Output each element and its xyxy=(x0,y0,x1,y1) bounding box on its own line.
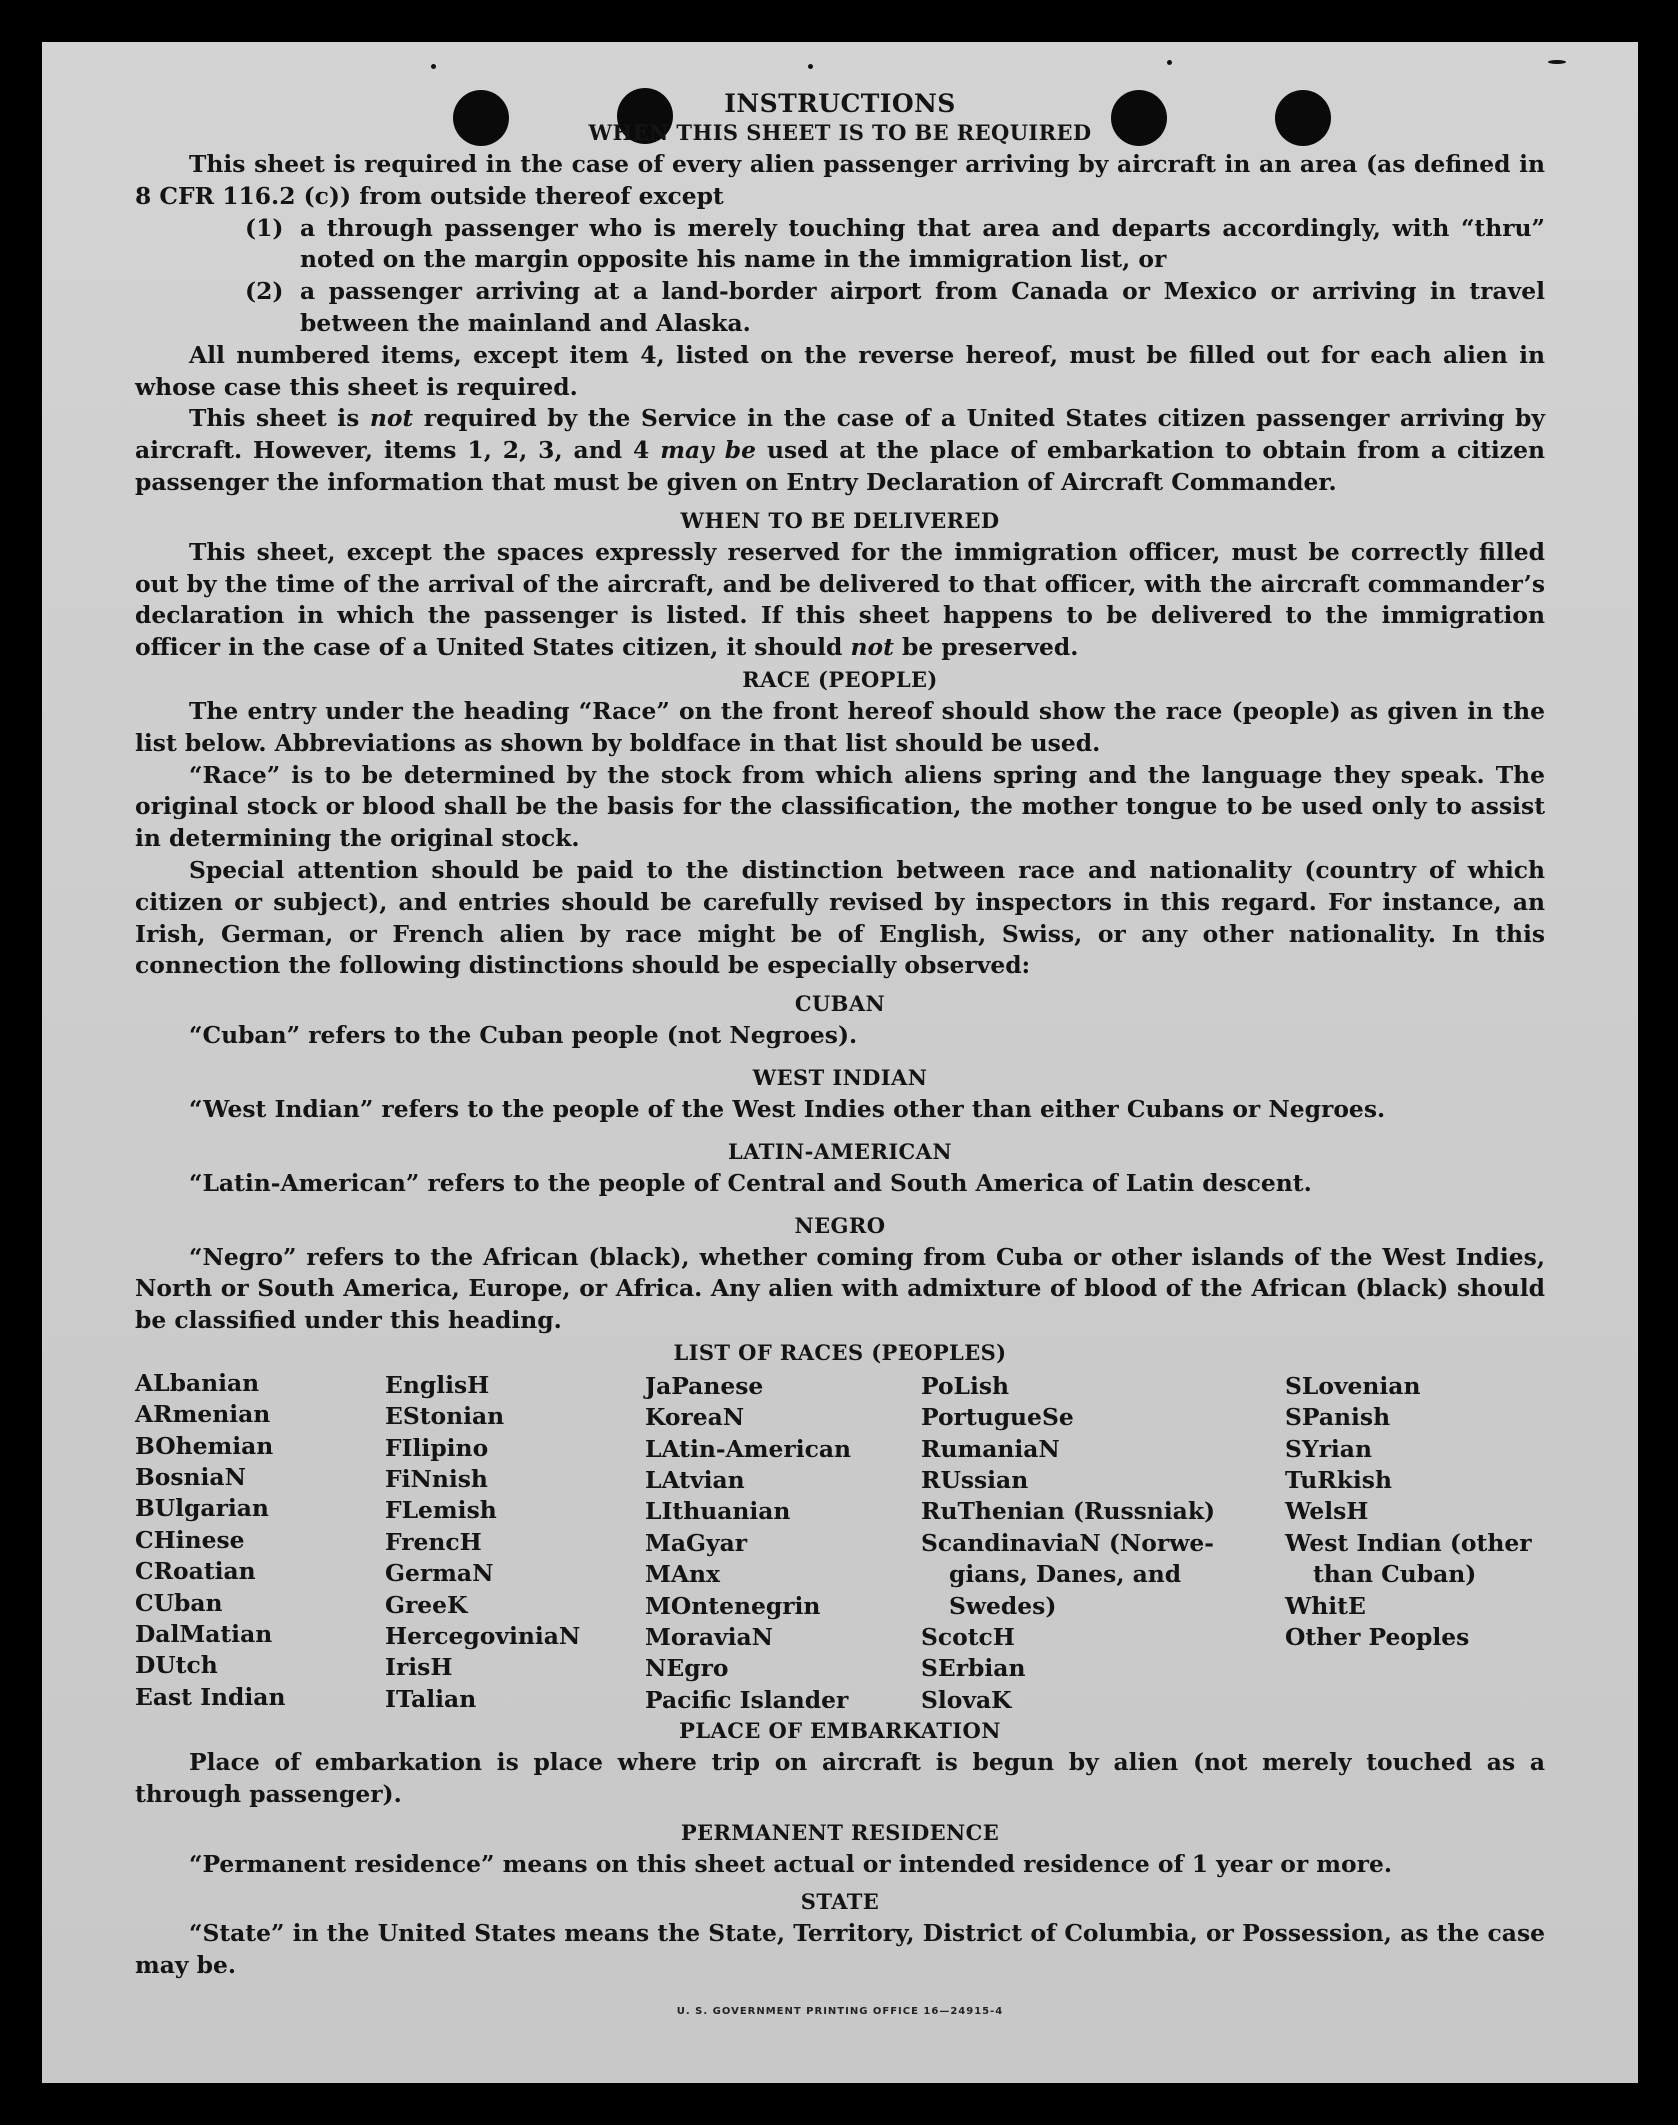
race-entry: LAtin-American xyxy=(645,1434,851,1463)
race-entry: Pacific Islander xyxy=(645,1685,849,1714)
race-entry: WhitE xyxy=(1285,1591,1366,1620)
residence-text: “Permanent residence” means on this sheet actual or intended residence of 1 year or more. xyxy=(189,1849,1392,1878)
item-text: a through passenger who is merely touching that area and departs accordingly, with “thru” noted on the margin opposite his name in the immigration list, or xyxy=(300,213,1545,274)
item-number: (1) xyxy=(245,213,284,242)
race-entry: MOntenegrin xyxy=(645,1591,821,1620)
race-entry: TuRkish xyxy=(1285,1466,1392,1495)
race-entry: MAnx xyxy=(645,1560,720,1589)
heading-west-indian: WEST INDIAN xyxy=(752,1064,928,1090)
race-entry: PortugueSe xyxy=(921,1403,1074,1432)
exception-item xyxy=(135,213,1545,277)
numbered-items-paragraph: All numbered items, except item 4, listed on the reverse hereof, must be filled out for each alien in whose case this sheet is required. xyxy=(135,340,1545,401)
citizen-text-b: required by the Service in the case of a United States citizen passenger arriving by aircraft. However, items 1, 2, 3, and 4 xyxy=(135,404,1545,465)
exception-item xyxy=(135,276,1545,340)
race-entry: LAtvian xyxy=(645,1466,745,1495)
state-text: “State” in the United States means the State, Territory, District of Columbia, or Possession, as the case may be. xyxy=(135,1919,1545,1980)
ink-speck xyxy=(808,64,813,69)
race-entry: WelsH xyxy=(1285,1497,1369,1526)
race-paragraph-3: Special attention should be paid to the distinction between race and nationality (country of which citizen or subject), and entries should be carefully revised by inspectors in this regard. For instance, an Irish, German, or French alien by race might be of English, Swiss, or any other nationality. In this connection the following distinctions should be especially observed: xyxy=(135,855,1545,980)
heading-latin-american: LATIN-AMERICAN xyxy=(728,1138,952,1164)
race-entry: CUban xyxy=(135,1588,223,1617)
race-entry: NEgro xyxy=(645,1654,729,1683)
race-entry: FLemish xyxy=(385,1496,497,1525)
race-entry: BosniaN xyxy=(135,1463,246,1492)
race-entry: ALbanian xyxy=(135,1368,260,1397)
race-entry: BUlgarian xyxy=(135,1494,269,1523)
race-column-2 xyxy=(385,1370,580,1715)
race-entry: FiNnish xyxy=(385,1465,488,1494)
item-text: a passenger arriving at a land-border airport from Canada or Mexico or arriving in travel between the mainland and Alaska. xyxy=(300,277,1545,337)
race-entry: GermaN xyxy=(385,1559,494,1588)
heading-when-delivered: WHEN TO BE DELIVERED xyxy=(680,507,1000,533)
heading-cuban: CUBAN xyxy=(794,991,886,1017)
race-entry: ITalian xyxy=(385,1684,477,1713)
race-entry: FIlipino xyxy=(385,1433,489,1462)
race-entry: ScotcH xyxy=(921,1623,1015,1652)
race-entry: SlovaK xyxy=(921,1685,1012,1714)
race-entry-continued: Swedes) xyxy=(949,1591,1057,1620)
race-column-3 xyxy=(645,1371,851,1716)
ink-speck xyxy=(1548,60,1566,64)
heading-place-of-embarkation: PLACE OF EMBARKATION xyxy=(679,1717,1001,1743)
race-entry: ARmenian xyxy=(135,1400,271,1429)
race-entry: FrencH xyxy=(385,1527,482,1556)
citizen-text-c: used at the place of embarkation to obtain from a citizen passenger the information that must be given on Entry Declaration of Aircraft Commander. xyxy=(135,436,1545,496)
required-intro: This sheet is required in the case of every alien passenger arriving by aircraft in an area (as defined in 8 CFR 116.2 (c)) from outside thereof except xyxy=(135,150,1545,210)
race-entry: HercegoviniaN xyxy=(385,1622,581,1651)
race-entry: East Indian xyxy=(135,1682,286,1711)
race-entry: EnglisH xyxy=(385,1370,490,1399)
citizen-paragraph xyxy=(135,403,1545,498)
race-entry: PoLish xyxy=(921,1371,1010,1400)
race-column-5 xyxy=(1285,1371,1532,1654)
heading-race: RACE (PEOPLE) xyxy=(742,666,938,692)
race-entry: Other Peoples xyxy=(1285,1623,1470,1652)
race-entry: LIthuanian xyxy=(645,1497,791,1526)
race-entry: CRoatian xyxy=(135,1557,256,1586)
page-title: INSTRUCTIONS xyxy=(724,89,956,118)
race-entry: CHinese xyxy=(135,1525,245,1554)
race-column-4 xyxy=(921,1371,1216,1716)
race-entry: JaPanese xyxy=(645,1371,764,1400)
negro-text: “Negro” refers to the African (black), whether coming from Cuba or other islands of the West Indies, North or South America, Europe, or Africa. Any alien with admixture of blood of the African (black) should be classified under this heading. xyxy=(135,1242,1545,1335)
latin-american-text: “Latin-American” refers to the people of Central and South America of Latin descent. xyxy=(189,1168,1312,1197)
race-entry: EStonian xyxy=(385,1402,505,1431)
race-entry: SPanish xyxy=(1285,1403,1391,1432)
race-list xyxy=(135,1368,1545,1715)
race-entry: DalMatian xyxy=(135,1620,273,1649)
heading-negro: NEGRO xyxy=(794,1212,886,1238)
document-sheet xyxy=(42,42,1638,2083)
heading-permanent-residence: PERMANENT RESIDENCE xyxy=(680,1819,1000,1845)
race-entry-continued: than Cuban) xyxy=(1313,1560,1477,1589)
race-entry: RUssian xyxy=(921,1466,1029,1495)
delivered-text-a: This sheet, except the spaces expressly reserved for the immigration officer, must be correctly filled out by the time of the arrival of the aircraft, and be delivered to that officer, with the aircraft commander’s declaration in which the passenger is listed. If this sheet happens to be delivered to the immigration officer in the case of a United States citizen, it should xyxy=(135,537,1545,662)
race-entry: RuThenian (Russniak) xyxy=(921,1497,1216,1526)
heading-state: STATE xyxy=(800,1889,880,1915)
race-entry: BOhemian xyxy=(135,1431,274,1460)
race-entry: KoreaN xyxy=(645,1403,745,1432)
race-entry-continued: gians, Danes, and xyxy=(949,1560,1182,1589)
citizen-text-a: This sheet is xyxy=(189,404,360,433)
citizen-emphasis-not: not xyxy=(369,404,414,433)
ink-speck xyxy=(431,64,436,69)
delivered-text-b: be preserved. xyxy=(902,633,1079,662)
race-entry: West Indian (other xyxy=(1285,1528,1532,1557)
race-entry: ScandinaviaN (Norwe- xyxy=(921,1528,1214,1557)
race-entry: GreeK xyxy=(385,1590,468,1619)
race-entry: SYrian xyxy=(1285,1434,1372,1463)
race-entry: IrisH xyxy=(385,1653,453,1682)
race-entry: MoraviaN xyxy=(645,1623,773,1652)
cuban-text: “Cuban” refers to the Cuban people (not Negroes). xyxy=(189,1021,858,1050)
west-indian-text: “West Indian” refers to the people of the West Indies other than either Cubans or Negroes. xyxy=(189,1094,1386,1123)
delivered-emphasis-not: not xyxy=(850,633,894,662)
race-paragraph-2: “Race” is to be determined by the stock from which aliens spring and the language they speak. The original stock or blood shall be the basis for the classification, the mother tongue to be used only to assist in determining the original stock. xyxy=(135,760,1545,853)
race-entry: DUtch xyxy=(135,1651,218,1680)
race-column-1 xyxy=(135,1368,285,1713)
printing-office-imprint: U. S. GOVERNMENT PRINTING OFFICE 16—24915-4 xyxy=(676,2005,1004,2017)
citizen-emphasis-may-be: may be xyxy=(660,436,756,465)
delivered-paragraph xyxy=(135,537,1545,664)
embarkation-text: Place of embarkation is place where trip on aircraft is begun by alien (not merely touched as a through passenger). xyxy=(135,1747,1545,1808)
race-entry: MaGyar xyxy=(645,1528,748,1557)
instructions-body xyxy=(135,87,1545,2028)
race-entry: SErbian xyxy=(921,1654,1026,1683)
race-entry: SLovenian xyxy=(1285,1371,1421,1400)
race-paragraph-1: The entry under the heading “Race” on the front hereof should show the race (people) as given in the list below. Abbreviations as shown by boldface in that list should be used. xyxy=(135,696,1545,757)
item-number: (2) xyxy=(245,277,284,306)
heading-when-required: WHEN THIS SHEET IS TO BE REQUIRED xyxy=(588,120,1092,145)
race-entry: RumaniaN xyxy=(921,1434,1060,1463)
heading-list-of-races: LIST OF RACES (PEOPLES) xyxy=(673,1339,1007,1365)
ink-speck xyxy=(1167,60,1172,65)
